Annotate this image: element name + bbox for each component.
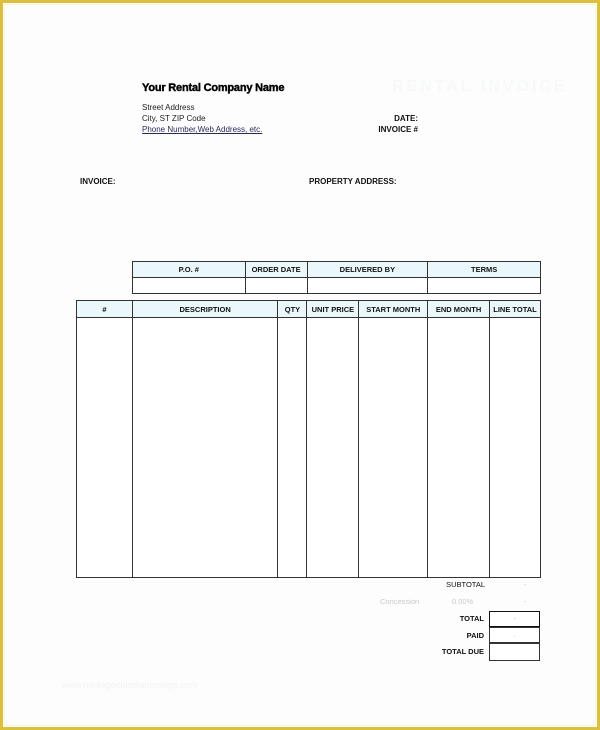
concession-value: - <box>524 597 527 606</box>
total-label: TOTAL <box>459 614 484 623</box>
qty-header: QTY <box>278 301 307 318</box>
order-date-header: ORDER DATE <box>245 262 307 278</box>
po-number-cell[interactable] <box>133 278 246 294</box>
end-month-header: END MONTH <box>428 301 490 318</box>
order-value-row <box>133 278 541 294</box>
total-due-label: TOTAL DUE <box>441 647 484 656</box>
invoice-to-label: INVOICE: <box>80 177 116 186</box>
watermark-text: www.heritagechristiancollege.com <box>62 680 198 690</box>
delivered-by-header: DELIVERED BY <box>307 262 428 278</box>
concession-label: Concession <box>380 597 420 606</box>
line-total-header: LINE TOTAL <box>490 301 541 318</box>
subtotal-value: - <box>524 580 527 589</box>
end-month-cell[interactable] <box>428 318 490 578</box>
qty-cell[interactable] <box>278 318 307 578</box>
order-date-cell[interactable] <box>245 278 307 294</box>
terms-header: TERMS <box>428 262 541 278</box>
unit-price-header: UNIT PRICE <box>307 301 359 318</box>
subtotal-label: SUBTOTAL <box>446 580 485 589</box>
item-number-cell[interactable] <box>77 318 133 578</box>
paid-value[interactable]: . <box>489 627 540 643</box>
total-due-value[interactable] <box>489 643 540 661</box>
property-address-label: PROPERTY ADDRESS: <box>309 177 397 186</box>
order-info-table <box>132 261 541 294</box>
terms-cell[interactable] <box>428 278 541 294</box>
total-value[interactable]: - <box>489 611 540 627</box>
item-number-header: # <box>77 301 133 318</box>
line-items-table <box>76 300 541 578</box>
items-header-row <box>77 301 541 318</box>
order-header-row <box>133 262 541 278</box>
document-title: RENTAL INVOICE <box>392 78 568 95</box>
date-label: DATE: <box>394 114 418 123</box>
company-name: Your Rental Company Name <box>142 82 285 94</box>
line-total-cell[interactable] <box>490 318 541 578</box>
unit-price-cell[interactable] <box>307 318 359 578</box>
invoice-number-label: INVOICE # <box>378 125 418 134</box>
po-number-header: P.O. # <box>133 262 246 278</box>
items-body-row <box>77 318 541 578</box>
concession-rate: 0.00% <box>452 597 474 606</box>
description-header: DESCRIPTION <box>132 301 278 318</box>
description-cell[interactable] <box>132 318 278 578</box>
delivered-by-cell[interactable] <box>307 278 428 294</box>
start-month-header: START MONTH <box>359 301 428 318</box>
paid-label: PAID <box>466 631 484 640</box>
contact-info: Phone Number,Web Address, etc. <box>142 125 263 134</box>
city-state-zip: City, ST ZIP Code <box>142 114 206 123</box>
start-month-cell[interactable] <box>359 318 428 578</box>
street-address: Street Address <box>142 103 195 112</box>
